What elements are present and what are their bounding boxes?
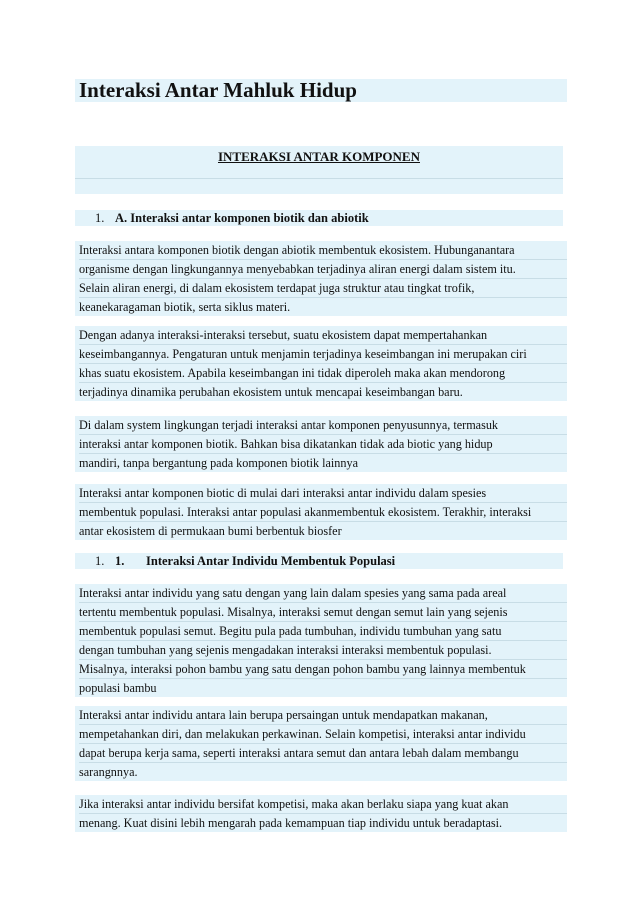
paragraph-line: antar ekosistem di permukaan bumi berbentuk biosfer	[79, 524, 342, 538]
paragraph-line: organisme dengan lingkungannya menyebabkan terjadinya aliran energi dalam sistem itu.	[79, 260, 567, 279]
paragraph-line: mempetahankan diri, dan melakukan perkawinan. Selain kompetisi, interaksi antar individu	[79, 725, 567, 744]
paragraph-line: Interaksi antara komponen biotik dengan abiotik membentuk ekosistem. Hubunganantara	[79, 241, 567, 260]
paragraph-line: Interaksi antar individu yang satu dengan yang lain dalam spesies yang sama pada areal	[79, 584, 567, 603]
paragraph-a3	[75, 416, 567, 472]
paragraph-line: membentuk populasi semut. Begitu pula pada tumbuhan, individu tumbuhan yang satu	[79, 622, 567, 641]
section-heading-b	[75, 553, 563, 569]
divider	[75, 178, 563, 179]
paragraph-line: Jika interaksi antar individu bersifat kompetisi, maka akan berlaku siapa yang kuat akan	[79, 795, 567, 814]
paragraph-line: Dengan adanya interaksi-interaksi tersebut, suatu ekosistem dapat mempertahankan	[79, 326, 567, 345]
paragraph-a2	[75, 326, 567, 401]
paragraph-line: terjadinya dinamika perubahan ekosistem untuk mencapai keseimbangan baru.	[79, 385, 463, 399]
section-label: 1.	[115, 554, 125, 568]
section-title: Interaksi Antar Individu Membentuk Populasi	[146, 554, 396, 568]
paragraph-line: Selain aliran energi, di dalam ekosistem terdapat juga struktur atau tingkat trofik,	[79, 279, 567, 298]
paragraph-line: populasi bambu	[79, 681, 157, 695]
subheading-band	[75, 146, 563, 194]
paragraph-line: menang. Kuat disini lebih mengarah pada kemampuan tiap individu untuk beradaptasi.	[79, 816, 503, 830]
paragraph-b3	[75, 795, 567, 832]
paragraph-line: membentuk populasi. Interaksi antar populasi akanmembentuk ekosistem. Terakhir, interaksi	[79, 503, 567, 522]
paragraph-line: mandiri, tanpa bergantung pada komponen biotik lainnya	[79, 456, 359, 470]
section-number: 1.	[95, 554, 105, 568]
subheading: INTERAKSI ANTAR KOMPONEN	[217, 149, 420, 164]
paragraph-line: sarangnnya.	[79, 765, 138, 779]
paragraph-line: tertentu membentuk populasi. Misalnya, interaksi semut dengan semut lain yang sejenis	[79, 603, 567, 622]
paragraph-a1	[75, 241, 567, 316]
paragraph-b1	[75, 584, 567, 697]
paragraph-a4	[75, 484, 567, 540]
page-title: Interaksi Antar Mahluk Hidup	[75, 79, 567, 102]
paragraph-line: Interaksi antar komponen biotic di mulai dari interaksi antar individu dalam spesies	[79, 484, 567, 503]
paragraph-b2	[75, 706, 567, 781]
paragraph-line: Interaksi antar individu antara lain berupa persaingan untuk mendapatkan makanan,	[79, 706, 567, 725]
section-title: A. Interaksi antar komponen biotik dan abiotik	[115, 211, 369, 225]
section-heading-a	[75, 210, 563, 226]
paragraph-line: dapat berupa kerja sama, seperti interaksi antara semut dan antara lebah dalam membangu	[79, 744, 567, 763]
paragraph-line: interaksi antar komponen biotik. Bahkan bisa dikatankan tidak ada biotic yang hidup	[79, 435, 567, 454]
paragraph-line: keseimbangannya. Pengaturan untuk menjamin terjadinya keseimbangan ini merupakan ciri	[79, 345, 567, 364]
paragraph-line: keanekaragaman biotik, serta siklus materi.	[79, 300, 291, 314]
section-number: 1.	[95, 211, 105, 225]
paragraph-line: dengan tumbuhan yang sejenis mengadakan interaksi interaksi membentuk populasi.	[79, 641, 567, 660]
paragraph-line: Di dalam system lingkungan terjadi interaksi antar komponen penyusunnya, termasuk	[79, 416, 567, 435]
paragraph-line: khas suatu ekosistem. Apabila keseimbangan ini tidak diperoleh maka akan mendorong	[79, 364, 567, 383]
paragraph-line: Misalnya, interaksi pohon bambu yang satu dengan pohon bambu yang lainnya membentuk	[79, 660, 567, 679]
